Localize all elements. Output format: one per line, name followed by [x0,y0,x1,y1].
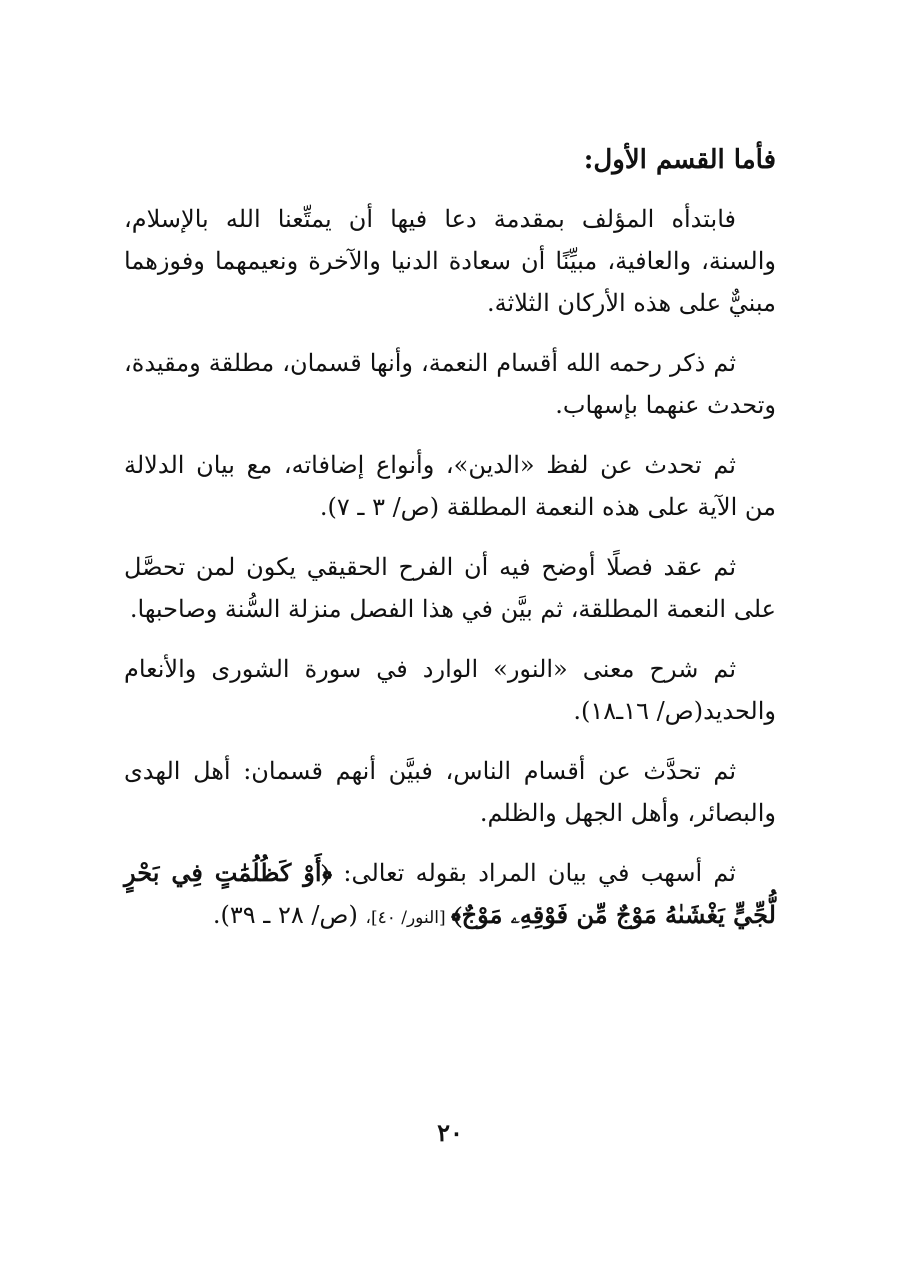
page-reference: (ص/ ٢٨ ـ ٣٩). [212,901,366,929]
quran-verse: ﴿أَوْ كَظُلُمَٰتٍ فِي بَحْرٍ لُّجِّيٍّ يَغْشَىٰهُ مَوْجٌ مِّن فَوْقِهِۦ مَوْجٌ﴾ [124,858,776,929]
section-heading: فأما القسم الأول: [583,145,776,175]
document-page [124,140,776,957]
verse-reference: [النور/ ٤٠]، [365,908,452,928]
paragraph-light-meaning: ثم شرح معنى «النور» الوارد في سورة الشورى والأنعام والحديد(ص/ ١٦ـ١٨). [124,655,776,725]
page-number: ٢٠ [437,1118,463,1147]
paragraph-blessing-types: ثم ذكر رحمه الله أقسام النعمة، وأنها قسمان، مطلقة ومقيدة، وتحدث عنهما بإسهاب. [124,349,776,419]
paragraph-true-joy: ثم عقد فصلًا أوضح فيه أن الفرح الحقيقي يكون لمن تحصَّل على النعمة المطلقة، ثم بيَّن في هذا الفصل منزلة السُّنة وصاحبها. [124,553,776,623]
verse-intro-text: ثم أسهب في بيان المراد بقوله تعالى: [332,859,736,887]
paragraph-religion-term: ثم تحدث عن لفظ «الدين»، وأنواع إضافاته، مع بيان الدلالة من الآية على هذه النعمة المطلقة (ص/ ٣ ـ ٧). [124,451,776,521]
paragraph-people-types: ثم تحدَّث عن أقسام الناس، فبيَّن أنهم قسمان: أهل الهدى والبصائر، وأهل الجهل والظلم. [124,757,776,827]
paragraph-verse-explanation [124,852,776,939]
paragraph-intro: فابتدأه المؤلف بمقدمة دعا فيها أن يمتِّعنا الله بالإسلام، والسنة، والعافية، مبيِّنًا أن سعادة الدنيا والآخرة ونعيمهما وفوزهما مبنيٌّ على هذه الأركان الثلاثة. [124,205,776,317]
